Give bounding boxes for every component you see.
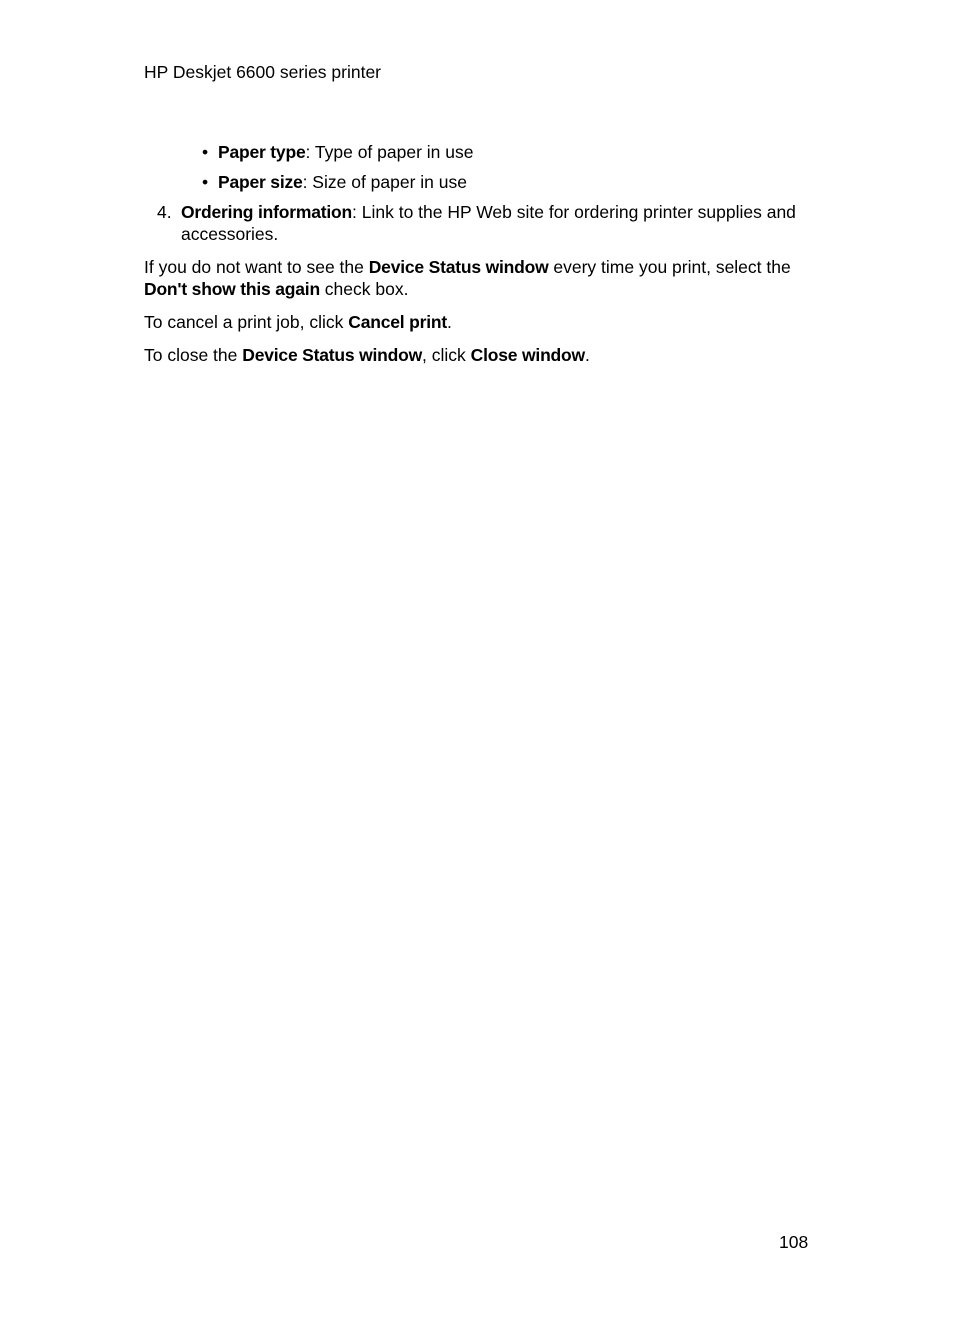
- status-bullet-list: [144, 141, 824, 193]
- description-ordering-information: : Link to the HP Web site for ordering printer supplies and accessories.: [181, 202, 796, 244]
- term-paper-type: Paper type: [218, 142, 306, 162]
- text-run: check box.: [319, 279, 409, 299]
- list-item-paper-size: [202, 171, 824, 193]
- numbered-item-ordering-information: [144, 201, 824, 245]
- ui-term-device-status-window: Device Status window: [368, 257, 549, 277]
- list-item-paper-type: [202, 141, 824, 163]
- text-run: .: [447, 312, 452, 332]
- text-run: .: [584, 345, 590, 365]
- description-paper-type: : Type of paper in use: [305, 142, 474, 162]
- text-run: , click: [422, 345, 471, 365]
- description-paper-size: : Size of paper in use: [302, 172, 467, 192]
- ui-term-dont-show-this-again: Don't show this again: [144, 279, 320, 299]
- bullet-icon: •: [202, 172, 209, 192]
- ui-term-device-status-window: Device Status window: [242, 345, 423, 365]
- page-number: 108: [779, 1232, 809, 1252]
- running-header: HP Deskjet 6600 series printer: [144, 62, 382, 82]
- ui-term-cancel-print: Cancel print: [348, 312, 447, 332]
- term-paper-size: Paper size: [218, 172, 303, 192]
- text-run: To close the: [144, 345, 243, 365]
- text-run: To cancel a print job, click: [144, 312, 349, 332]
- paragraph-dont-show: [144, 256, 824, 300]
- text-run: If you do not want to see the: [144, 257, 369, 277]
- term-ordering-information: Ordering information: [181, 202, 353, 222]
- ui-term-close-window: Close window: [470, 345, 585, 365]
- item-number: 4.: [157, 202, 172, 222]
- page-content: [144, 141, 824, 377]
- text-run: every time you print, select the: [548, 257, 791, 277]
- paragraph-cancel-print: [144, 311, 824, 333]
- bullet-icon: •: [202, 142, 209, 162]
- paragraph-close-window: [144, 344, 824, 366]
